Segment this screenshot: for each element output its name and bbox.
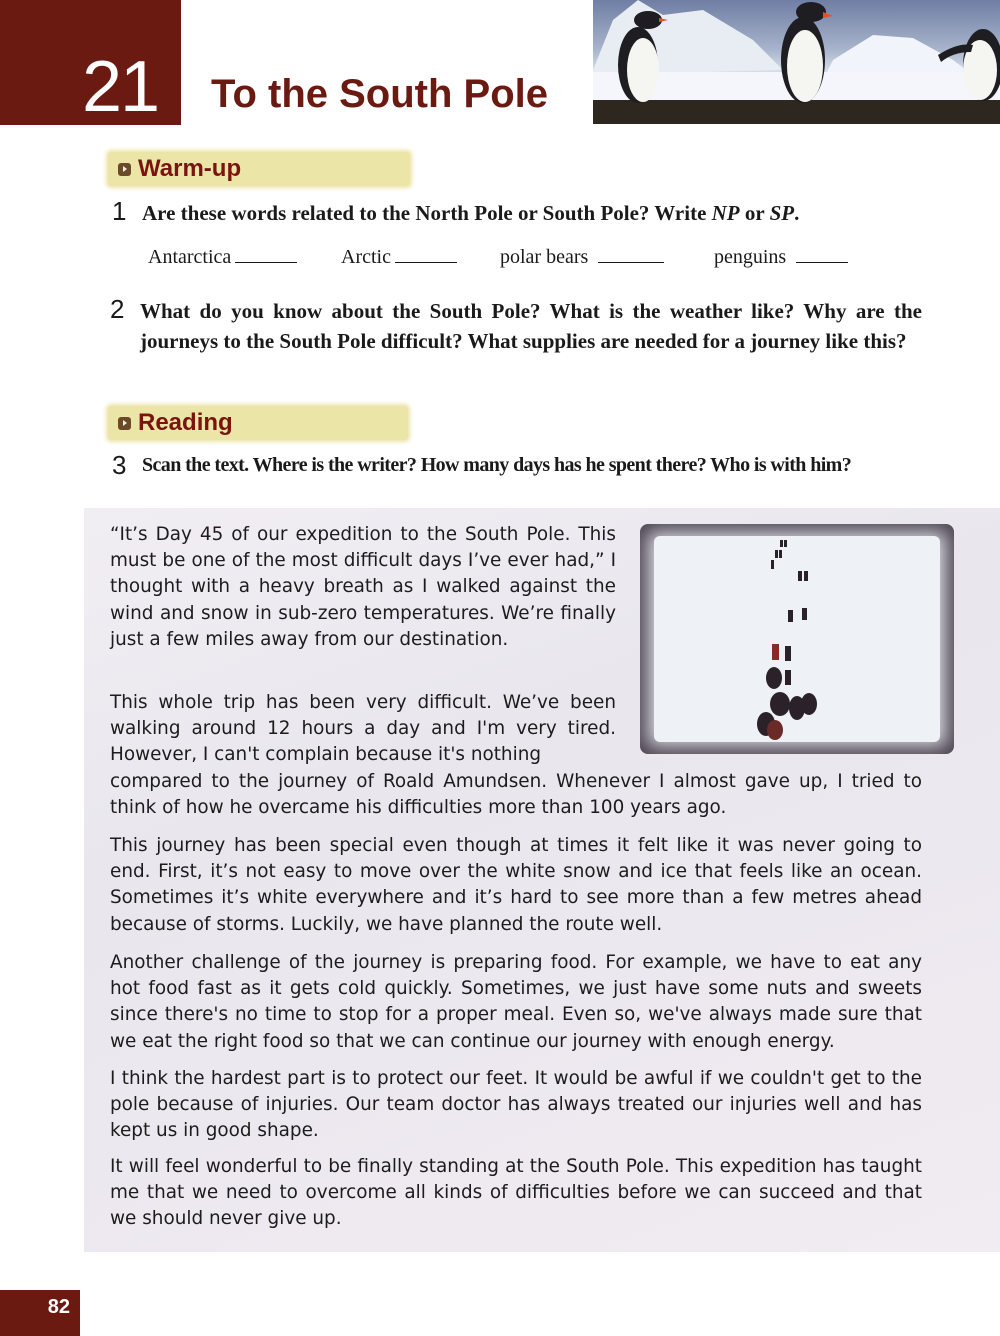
q1-text-mid: or bbox=[739, 201, 770, 225]
passage-paragraph-5: I think the hardest part is to protect our feet. It would be awful if we couldn't get to the pole because of injuries. Our team doctor has always treated our injuries well and has kept us in good shape. bbox=[110, 1068, 922, 1142]
question-1-number: 1 bbox=[112, 196, 127, 226]
passage-paragraph-4: Another challenge of the journey is preparing food. For example, we have to eat any hot food fast as it gets cold quickly. Sometimes, we just have some nuts and sweets since there's no time to stop for a proper meal. Even so, we've always made sure that we eat the right food so that we can continue our journey with enough energy. bbox=[110, 952, 922, 1052]
passage-paragraph-6: It will feel wonderful to be finally standing at the South Pole. This expedition has taught me that we need to overcome all kinds of difficulties before we can succeed and that we should never give up. bbox=[110, 1156, 922, 1230]
passage-paragraph-2-continued: compared to the journey of Roald Amundsen. Whenever I almost gave up, I tried to think of how he overcame his difficulties more than 100 years ago. bbox=[110, 771, 922, 819]
unit-number-box bbox=[0, 0, 181, 125]
play-bullet-icon bbox=[118, 163, 131, 176]
page-number: 82 bbox=[47, 1296, 70, 1318]
word-label: penguins bbox=[714, 246, 787, 268]
expedition-photo bbox=[640, 524, 954, 754]
q1-np: NP bbox=[711, 201, 740, 225]
rock-ground bbox=[593, 100, 1000, 124]
passage-paragraph-3: This journey has been special even though at times it felt like it was never going to end. First, it’s not easy to move over the white snow and ice that feels like an ocean. Sometimes it’s white everywhere and it’s hard to see more than a few metres ahead because of storms. Luckily, we have planned the route well. bbox=[110, 835, 922, 935]
page-number-box bbox=[0, 1290, 80, 1336]
answer-blank[interactable] bbox=[796, 244, 848, 263]
q1-text-before: Are these words related to the North Pole or South Pole? Write bbox=[142, 201, 712, 225]
question-1-text bbox=[142, 198, 932, 228]
word-label: Arctic bbox=[341, 246, 391, 268]
q1-sp: SP bbox=[769, 201, 795, 225]
expedition-team-illustration bbox=[654, 536, 940, 742]
question-3-number: 3 bbox=[112, 450, 127, 480]
word-list bbox=[148, 244, 908, 274]
question-2-number: 2 bbox=[110, 294, 125, 324]
question-2-text: What do you know about the South Pole? What is the weather like? Why are the journeys to the South Pole difficult? What supplies are needed for a journey like this? bbox=[140, 299, 922, 353]
reading-heading-label: Reading bbox=[138, 409, 233, 436]
answer-blank[interactable] bbox=[395, 244, 457, 263]
unit-title: To the South Pole bbox=[211, 72, 549, 116]
warmup-heading-label: Warm-up bbox=[138, 155, 242, 182]
question-3-text: Scan the text. Where is the writer? How many days has he spent there? Who is with him? bbox=[142, 454, 852, 476]
penguins-photo bbox=[593, 0, 1000, 124]
play-bullet-icon bbox=[118, 417, 131, 430]
unit-number: 21 bbox=[82, 47, 159, 127]
word-label: polar bears bbox=[500, 246, 589, 268]
q1-text-after: . bbox=[794, 201, 800, 225]
answer-blank[interactable] bbox=[598, 244, 664, 263]
snow-background bbox=[654, 536, 940, 742]
penguins-illustration bbox=[593, 0, 1000, 124]
word-item bbox=[148, 244, 297, 269]
warmup-heading bbox=[108, 152, 410, 186]
word-item bbox=[500, 244, 664, 269]
reading-heading bbox=[108, 406, 408, 440]
passage-paragraph-2: This whole trip has been very difficult. We’ve been walking around 12 hours a day and I'm very tired. However, I can't complain because it's nothing bbox=[110, 692, 616, 766]
answer-blank[interactable] bbox=[235, 244, 297, 263]
word-item bbox=[341, 244, 457, 269]
word-label: Antarctica bbox=[148, 246, 232, 268]
word-item bbox=[714, 244, 848, 269]
passage-paragraph-1: “It’s Day 45 of our expedition to the South Pole. This must be one of the most difficult days I’ve ever had,” I thought with a heavy breath as I walked against the wind and snow in sub-zero temperatures. We’re finally just a few miles away from our destination. bbox=[110, 524, 616, 650]
